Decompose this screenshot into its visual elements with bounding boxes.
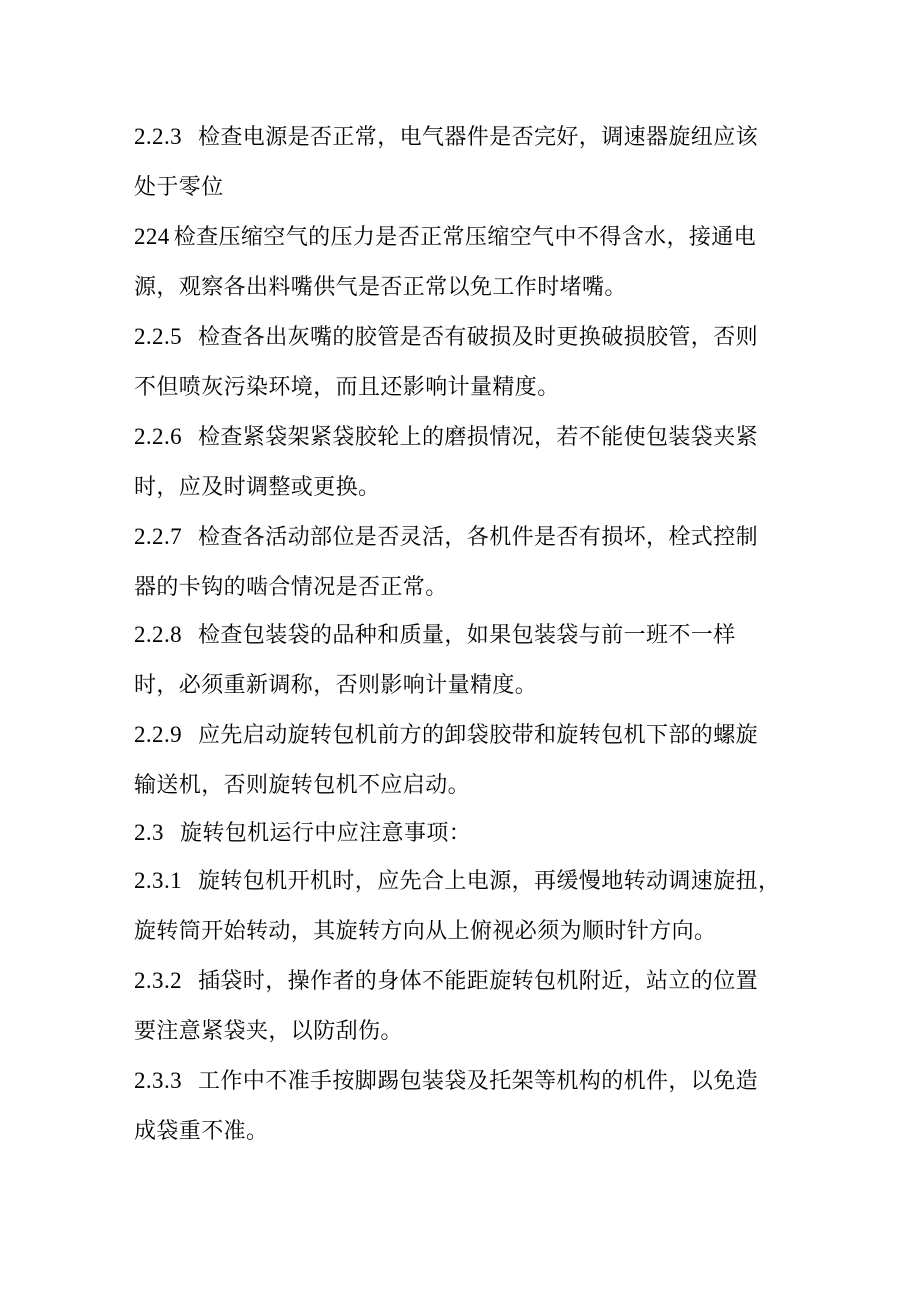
section-number: 2.2.7 bbox=[134, 524, 182, 549]
section-number: 2.2.8 bbox=[134, 622, 182, 647]
paragraph-line bbox=[134, 610, 804, 661]
paragraph-line: 成袋重不准。 bbox=[134, 1119, 269, 1144]
paragraph-2-2-7 bbox=[134, 512, 804, 613]
paragraph-line bbox=[134, 808, 804, 859]
paragraph-line: 旋转筒开始转动，其旋转方向从上俯视必须为顺时针方向。 bbox=[134, 919, 717, 944]
paragraph-2-2-5 bbox=[134, 312, 804, 413]
section-number: 2.3.3 bbox=[134, 1068, 182, 1093]
paragraph-line bbox=[134, 956, 804, 1007]
paragraph-line bbox=[134, 512, 804, 563]
section-number: 2.3.1 bbox=[134, 868, 182, 893]
paragraph-line bbox=[134, 112, 804, 163]
paragraph-line bbox=[134, 1056, 804, 1107]
paragraph-2-2-6 bbox=[134, 412, 804, 513]
paragraph-line bbox=[134, 856, 804, 907]
paragraph-line: 源，观察各出料嘴供气是否正常以免工作时堵嘴。 bbox=[134, 275, 627, 300]
paragraph-line: 器的卡钩的啮合情况是否正常。 bbox=[134, 575, 448, 600]
paragraph-line: 时，应及时调整或更换。 bbox=[134, 475, 381, 500]
paragraph-text: 插袋时，操作者的身体不能距旋转包机附近，站立的位置 bbox=[198, 969, 759, 994]
paragraph-2-3-2 bbox=[134, 956, 804, 1057]
paragraph-line bbox=[134, 212, 804, 263]
paragraph-2-3-3 bbox=[134, 1056, 804, 1157]
paragraph-line: 要注意紧袋夹，以防刮伤。 bbox=[134, 1019, 403, 1044]
paragraph-2-3-1 bbox=[134, 856, 804, 957]
paragraph-text: 应先启动旋转包机前方的卸袋胶带和旋转包机下部的螺旋 bbox=[198, 723, 759, 748]
paragraph-text: 工作中不准手按脚踢包装袋及托架等机构的机件，以免造 bbox=[198, 1069, 759, 1094]
section-number: 2.2.5 bbox=[134, 324, 182, 349]
section-number: 2.3 bbox=[134, 820, 164, 845]
paragraph-2-2-9 bbox=[134, 710, 804, 811]
paragraph-text: 旋转包机运行中应注意事项： bbox=[179, 821, 472, 846]
section-number: 2.2.3 bbox=[134, 124, 182, 149]
paragraph-line: 时，必须重新调称，否则影响计量精度。 bbox=[134, 673, 538, 698]
paragraph-text: 检查压缩空气的压力是否正常压缩空气中不得含水，接通电 bbox=[173, 225, 757, 250]
paragraph-224 bbox=[134, 212, 804, 313]
paragraph-text: 检查电源是否正常，电气器件是否完好，调速器旋纽应该 bbox=[198, 125, 759, 150]
section-number: 2.2.9 bbox=[134, 722, 182, 747]
paragraph-line bbox=[134, 312, 804, 363]
section-number: 2.3.2 bbox=[134, 968, 182, 993]
paragraph-text: 检查紧袋架紧袋胶轮上的磨损情况，若不能使包装袋夹紧 bbox=[198, 425, 759, 450]
paragraph-line: 处于零位 bbox=[134, 175, 224, 200]
paragraph-line bbox=[134, 412, 804, 463]
paragraph-line: 不但喷灰污染环境，而且还影响计量精度。 bbox=[134, 375, 560, 400]
paragraph-line bbox=[134, 710, 804, 761]
paragraph-2-2-8 bbox=[134, 610, 804, 711]
section-number: 2.2.6 bbox=[134, 424, 182, 449]
paragraph-line: 输送机，否则旋转包机不应启动。 bbox=[134, 773, 471, 798]
paragraph-2-2-3 bbox=[134, 112, 804, 213]
paragraph-text: 检查各出灰嘴的胶管是否有破损及时更换破损胶管，否则 bbox=[198, 325, 759, 350]
section-number: 224 bbox=[134, 224, 170, 249]
paragraph-text: 旋转包机开机时，应先合上电源，再缓慢地转动调速旋扭， bbox=[198, 869, 781, 894]
paragraph-text: 检查包装袋的品种和质量，如果包装袋与前一班不一样 bbox=[198, 623, 736, 648]
section-heading-2-3 bbox=[134, 808, 804, 859]
paragraph-text: 检查各活动部位是否灵活，各机件是否有损坏，栓式控制 bbox=[198, 525, 759, 550]
